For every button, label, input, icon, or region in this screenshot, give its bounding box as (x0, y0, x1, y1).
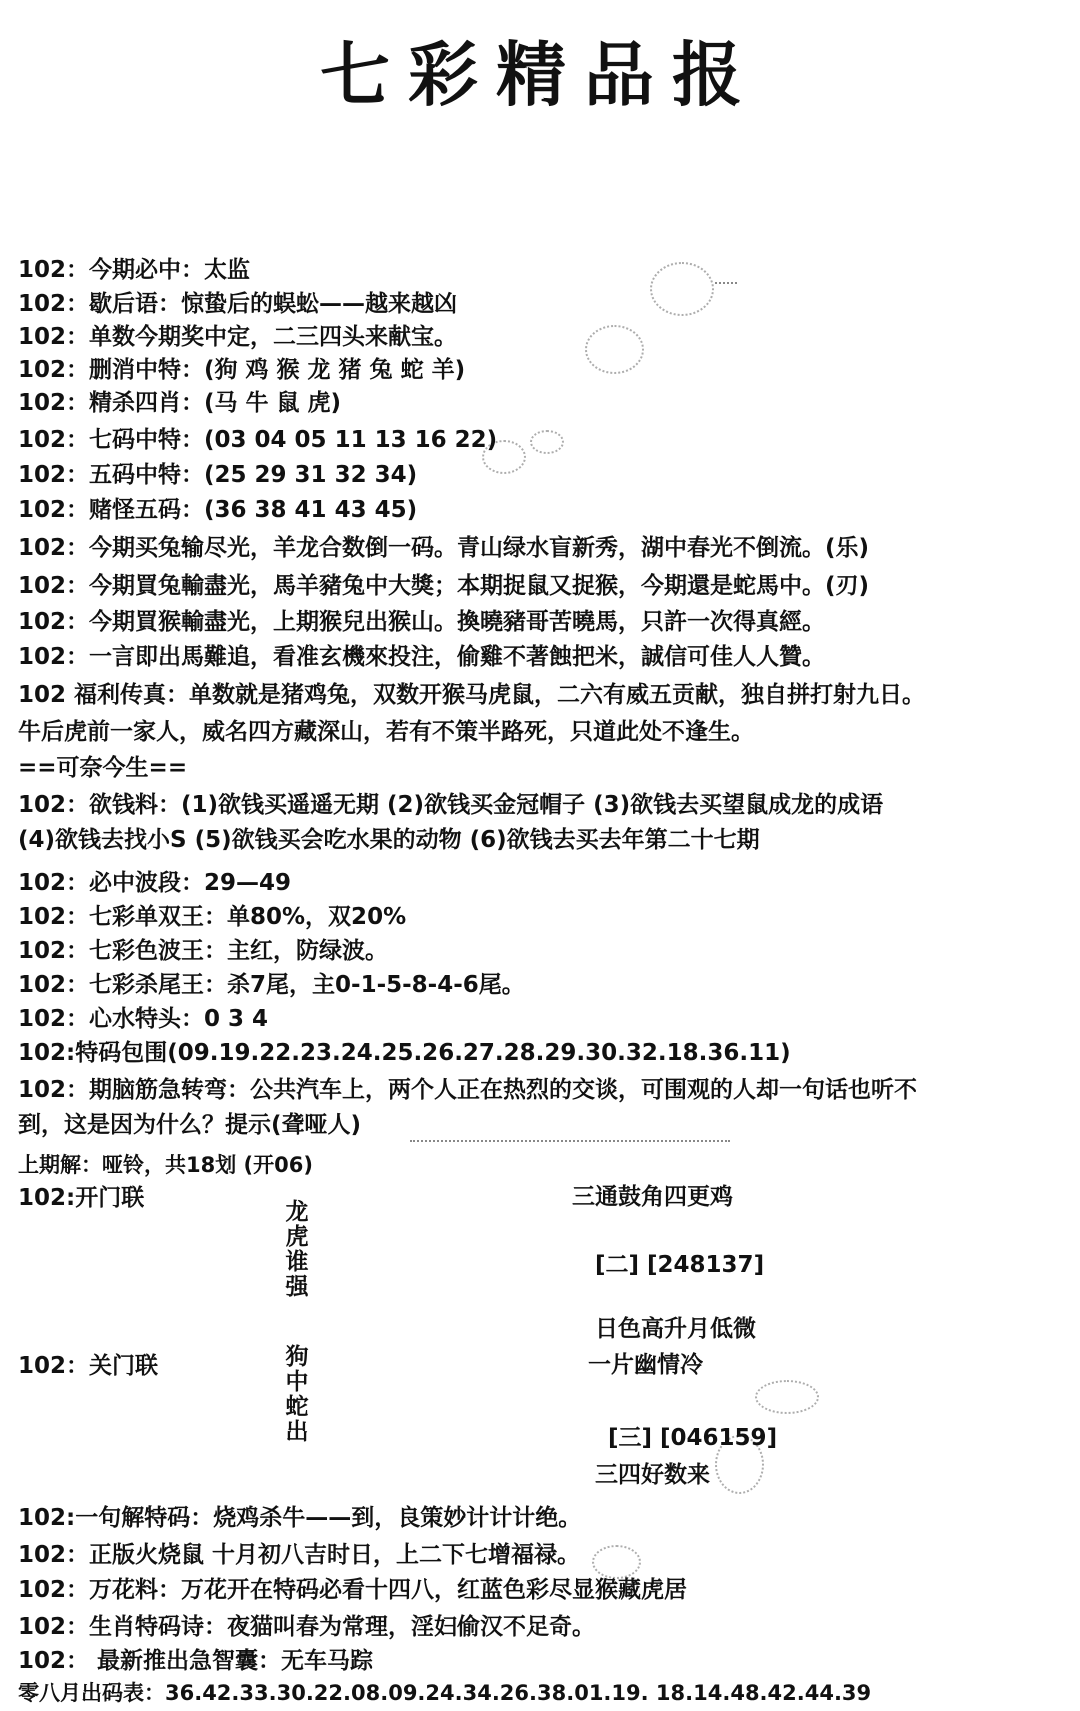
text-line: 102：七彩单双王：单80%，双20% (18, 904, 407, 930)
text-line: 102：必中波段：29—49 (18, 870, 292, 896)
text-line: 102 福利传真：单数就是猪鸡兔，双数开猴马虎鼠，二六有威五贡献，独自拼打射九日。 (18, 682, 926, 708)
text-line: 102：精杀四肖：(马 牛 鼠 虎) (18, 390, 342, 416)
open-couplet-label: 102:开门联 (18, 1185, 145, 1211)
text-line: 102： 最新推出急智囊：无车马踪 (18, 1648, 374, 1674)
speckle-mark (530, 430, 564, 454)
text-line: 102：万花料：万花开在特码必看十四八，红蓝色彩尽显猴藏虎居 (18, 1577, 688, 1603)
speckle-mark (585, 325, 644, 374)
close-couplet-vertical: 狗中蛇出 (285, 1344, 309, 1445)
text-line: 102：欲钱料：(1)欲钱买遥遥无期 (2)欲钱买金冠帽子 (3)欲钱去买望鼠成龙的成语 (18, 792, 884, 818)
text-line: 102：今期買兔輸盡光，馬羊豬兔中大獎；本期捉鼠又捉猴，今期還是蛇馬中。(刃) (18, 573, 870, 599)
last-answer: 上期解：哑铃，共18划 (开06) (18, 1153, 313, 1177)
text-line: 102：心水特头：0 3 4 (18, 1006, 269, 1032)
text-line: 102:一句解特码：烧鸡杀牛——到，良策妙计计计绝。 (18, 1505, 582, 1531)
text-line: (4)欲钱去找小S (5)欲钱买会吃水果的动物 (6)欲钱去买去年第二十七期 (18, 827, 760, 853)
text-line: 102：歇后语：惊蛰后的蜈蚣——越来越凶 (18, 291, 458, 317)
text-line: 102：七彩杀尾王：杀7尾，主0-1-5-8-4-6尾。 (18, 972, 525, 998)
text-line: 102：今期必中：太监 (18, 257, 251, 283)
speckle-mark (592, 1545, 641, 1579)
text-line: 牛后虎前一家人，威名四方藏深山，若有不策半路死，只道此处不逢生。 (18, 719, 754, 745)
text-line: 102:特码包围(09.19.22.23.24.25.26.27.28.29.30.32.18.36.11) (18, 1040, 791, 1066)
text-line: 102：今期买兔输尽光，羊龙合数倒一码。青山绿水盲新秀，湖中春光不倒流。(乐) (18, 535, 870, 561)
speckle-mark (650, 262, 714, 316)
text-line: 102：期脑筋急转弯：公共汽车上，两个人正在热烈的交谈，可围观的人却一句话也听不 (18, 1077, 918, 1103)
close-couplet-right-1: 一片幽情冷 (588, 1352, 703, 1378)
speckle-mark (755, 1380, 819, 1414)
text-line: 102：今期買猴輸盡光，上期猴兒出猴山。換曉豬哥苦曉馬，只許一次得真經。 (18, 609, 826, 635)
text-line: 102：生肖特码诗：夜猫叫春为常理，淫妇偷汉不足奇。 (18, 1614, 596, 1640)
text-line: 102：五码中特：(25 29 31 32 34) (18, 462, 418, 488)
text-line: 到，这是因为什么？提示(聋哑人) (18, 1112, 362, 1138)
text-line: 102：一言即出馬難追，看准玄機來投注，偷雞不著蝕把米，誠信可佳人人贊。 (18, 644, 826, 670)
dash-mark (410, 1140, 730, 1142)
text-line: 102：七彩色波王：主红，防绿波。 (18, 938, 389, 964)
text-line: 102：正版火烧鼠 十月初八吉时日，上二下七增福禄。 (18, 1542, 581, 1568)
open-couplet-right-3: 日色高升月低微 (595, 1316, 756, 1342)
open-couplet-right-1: 三通鼓角四更鸡 (572, 1184, 733, 1210)
text-line: 102：七码中特：(03 04 05 11 13 16 22) (18, 427, 498, 453)
open-couplet-vertical: 龙虎谁强 (285, 1199, 309, 1300)
close-couplet-right-2: [三] [046159] (608, 1425, 778, 1451)
close-couplet-right-3: 三四好数来 (595, 1462, 710, 1488)
open-couplet-right-2: [二] [248137] (595, 1252, 765, 1278)
page-title: 七彩精品报 (320, 33, 760, 116)
draw-table-line: 零八月出码表：36.42.33.30.22.08.09.24.34.26.38.01.19. 18.14.48.42.44.39 (18, 1681, 872, 1705)
text-line: 102：删消中特：(狗 鸡 猴 龙 猪 兔 蛇 羊) (18, 357, 466, 383)
text-line: 102：单数今期奖中定，二三四头来献宝。 (18, 324, 458, 350)
section-heading: ==可奈今生== (18, 755, 188, 781)
dash-mark (715, 282, 737, 284)
close-couplet-label: 102：关门联 (18, 1353, 159, 1379)
text-line: 102：赌怪五码：(36 38 41 43 45) (18, 497, 418, 523)
